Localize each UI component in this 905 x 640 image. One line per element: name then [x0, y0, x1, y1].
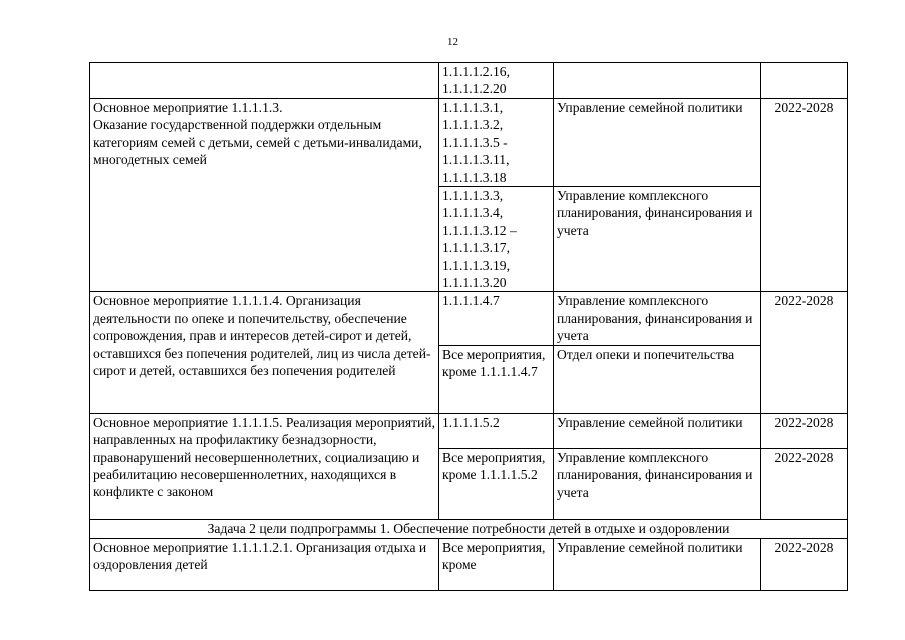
page-number: 12 — [447, 36, 458, 48]
table-row — [90, 99, 848, 187]
codes-cell: Все мероприятия, кроме — [439, 538, 554, 590]
executor-cell: Управление комплексного планирования, финансирования и учета — [554, 292, 761, 345]
codes-cell: 1.1.1.1.5.2 — [439, 413, 554, 448]
task-header: Задача 2 цели подпрограммы 1. Обеспечение потребности детей в отдыхе и оздоровлении — [90, 519, 848, 538]
executor-cell — [554, 63, 761, 99]
period-cell: 2022-2028 — [761, 413, 848, 448]
codes-cell: 1.1.1.1.3.3, 1.1.1.1.3.4, 1.1.1.1.3.12 – 1.1.1.1.3.17, 1.1.1.1.3.19, 1.1.1.1.3.20 — [439, 187, 554, 292]
executor-cell: Управление семейной политики — [554, 99, 761, 187]
executor-cell: Отдел опеки и попечительства — [554, 345, 761, 413]
table-row — [90, 538, 848, 590]
table-row — [90, 292, 848, 345]
period-cell — [761, 63, 848, 99]
codes-cell: 1.1.1.1.4.7 — [439, 292, 554, 345]
program-events-table — [89, 62, 848, 591]
codes-cell: Все мероприятия, кроме 1.1.1.1.4.7 — [439, 345, 554, 413]
event-cell: Основное мероприятие 1.1.1.1.3. Оказание государственной поддержки отдельным категориям семей с детьми, семей с детьми-инвалидами, многодетных семей — [90, 99, 439, 292]
event-cell: Основное мероприятие 1.1.1.1.5. Реализация мероприятий, направленных на профилактику безнадзорности, правонарушений несовершеннолетних, социализацию и реабилитацию несовершеннолетних, находящихся в конфликте с законом — [90, 413, 439, 519]
executor-cell: Управление семейной политики — [554, 538, 761, 590]
period-cell: 2022-2028 — [761, 99, 848, 292]
event-cell: Основное мероприятие 1.1.1.1.4. Организация деятельности по опеке и попечительству, обеспечение сопровождения, прав и интересов детей-сирот и детей, оставшихся без попечения родителей, лиц из числа детей-сирот и детей, оставшихся без попечения родителей — [90, 292, 439, 413]
codes-cell: 1.1.1.1.2.16, 1.1.1.1.2.20 — [439, 63, 554, 99]
period-cell: 2022-2028 — [761, 448, 848, 519]
executor-cell: Управление семейной политики — [554, 413, 761, 448]
table-row — [90, 63, 848, 99]
executor-cell: Управление комплексного планирования, финансирования и учета — [554, 187, 761, 292]
codes-cell: 1.1.1.1.3.1, 1.1.1.1.3.2, 1.1.1.1.3.5 - 1.1.1.1.3.11, 1.1.1.1.3.18 — [439, 99, 554, 187]
table-row — [90, 413, 848, 448]
task-header-row — [90, 519, 848, 538]
executor-cell: Управление комплексного планирования, финансирования и учета — [554, 448, 761, 519]
codes-cell: Все мероприятия, кроме 1.1.1.1.5.2 — [439, 448, 554, 519]
period-cell: 2022-2028 — [761, 538, 848, 590]
event-cell — [90, 63, 439, 99]
event-cell: Основное мероприятие 1.1.1.1.2.1. Организация отдыха и оздоровления детей — [90, 538, 439, 590]
period-cell: 2022-2028 — [761, 292, 848, 413]
